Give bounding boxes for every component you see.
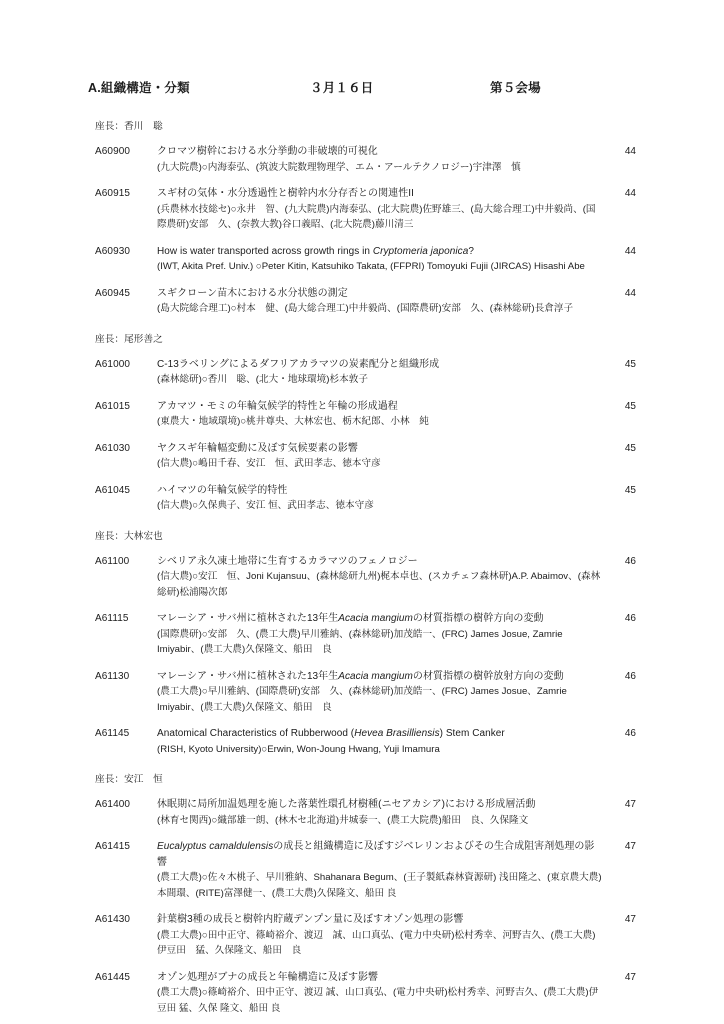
entry-title — [157, 441, 602, 457]
entry-page-number: 44 — [624, 287, 636, 299]
entry-body — [157, 970, 602, 1017]
entry-authors: (農工大農)○早川雅納、(国際農研)安部 久、(森林総研)加茂皓一、(FRC) James Josue、Zamrie Imiyabir、(農工大農)久保隆文、船田 良 — [157, 686, 570, 713]
entry-authors: (林育セ関西)○織部雄一朗、(林木セ北海道)井城泰一、(農工大院農)船田 良、久保隆文 — [157, 814, 529, 826]
presentation-entry — [95, 483, 636, 514]
presentation-entry — [95, 970, 636, 1017]
presentation-entry — [95, 839, 636, 901]
chairperson-line: 座長：大林宏也 — [95, 530, 163, 542]
entry-page-number: 45 — [624, 400, 636, 412]
header-date: ３月１６日 — [310, 81, 374, 95]
entry-page-number: 46 — [624, 555, 636, 567]
chairperson-line: 座長：安江 恒 — [95, 774, 163, 785]
entry-code: A61045 — [95, 484, 131, 496]
entry-body — [157, 357, 602, 388]
entry-title-pre: How is water transported across growth rings in — [157, 245, 373, 257]
chairperson-line: 座長：香川 聡 — [95, 121, 163, 132]
entry-authors: (兵農林水技総セ)○永井 智、(九大院農)内海泰弘、(北大院農)佐野雄三、(島大総合理工)中井毅尚、(国際農研)安部 久、(奈教大教)谷口義昭、(北大院農)藤川清三 — [157, 203, 596, 230]
entry-authors: (九大院農)○内海泰弘、(筑波大院数理物理学、エム・アールテクノロジー)宇津澤 慎 — [157, 161, 521, 173]
entry-authors: (信大農)○久保典子、安江 恒、武田孝志、徳本守彦 — [157, 500, 374, 511]
entry-title-species: Hevea Brasilliensis — [354, 728, 440, 739]
entry-body — [157, 244, 602, 275]
entry-title-pre: Anatomical Characteristics of Rubberwood ( — [157, 728, 355, 739]
entry-body — [157, 797, 602, 828]
presentation-entry — [95, 726, 636, 757]
entry-title-pre: オゾン処理がブナの成長と年輪構造に及ぼす影響 — [157, 971, 379, 983]
header-venue: 第５会場 — [490, 81, 541, 95]
entry-body — [157, 554, 602, 601]
entry-title-pre: 針葉樹3種の成長と樹幹内貯蔵デンプン量に及ぼすオゾン処理の影響 — [157, 914, 464, 925]
entry-title-pre: マレーシア・サバ州に植林された13年生 — [157, 670, 339, 682]
presentation-entry — [95, 244, 636, 275]
entry-title-pre: C-13ラベリングによるダフリアカラマツの炭素配分と組織形成 — [157, 358, 440, 370]
page-header — [88, 78, 636, 96]
entry-title-pre: ヤクスギ年輪幅変動に及ぼす気候要素の影響 — [157, 442, 358, 454]
entry-code: A61030 — [95, 442, 131, 454]
entry-title-pre: クロマツ樹幹における水分挙動の非破壊的可視化 — [157, 146, 378, 157]
entry-title-pre: マレーシア・サバ州に植林された13年生 — [157, 613, 339, 624]
entry-title — [157, 483, 602, 499]
entry-title — [157, 912, 602, 928]
session-block — [88, 771, 636, 1016]
entry-body — [157, 839, 602, 901]
entry-title — [157, 839, 602, 870]
entry-code: A61115 — [95, 613, 129, 624]
entry-authors: (IWT, Akita Pref. Univ.) ○Peter Kitin, Katsuhiko Takata, (FFPRI) Tomoyuki Fujii (JIRCAS) Hisashi Abe — [157, 261, 585, 272]
entry-page-number: 47 — [624, 971, 636, 983]
entry-code: A61445 — [95, 971, 131, 983]
program-content — [88, 78, 636, 1024]
presentation-entry — [95, 554, 636, 601]
entry-title-post: ) Stem Canker — [439, 728, 505, 739]
entry-title — [157, 726, 602, 742]
entry-title — [157, 970, 602, 986]
entry-page-number: 44 — [624, 245, 636, 257]
entry-title — [157, 186, 602, 202]
entry-title — [157, 399, 602, 415]
entry-code: A61130 — [95, 670, 130, 682]
header-session-category: A.組織構造・分類 — [88, 81, 190, 95]
entry-code: A61000 — [95, 358, 131, 370]
entry-page-number: 45 — [624, 484, 636, 496]
entry-body — [157, 144, 602, 175]
entry-page-number: 44 — [624, 188, 636, 199]
entry-title-species: Cryptomeria japonica — [372, 245, 469, 257]
entry-page-number: 46 — [624, 613, 636, 624]
entry-body — [157, 726, 602, 757]
entry-body — [157, 441, 602, 472]
presentation-entry — [95, 441, 636, 472]
entry-code: A61430 — [95, 914, 131, 925]
entry-code: A61100 — [95, 555, 130, 567]
entry-authors: (農工大農)○田中正守、篠崎裕介、渡辺 誠、山口真弘、(電力中央研)松村秀幸、河野吉久、(農工大農)伊豆田 猛、久保隆文、船田 良 — [157, 929, 596, 956]
entry-authors: (信大農)○嶋田千春、安江 恒、武田孝志、徳本守彦 — [157, 458, 381, 469]
entry-page-number: 47 — [624, 841, 636, 852]
entry-page-number: 44 — [624, 146, 636, 157]
entry-page-number: 47 — [624, 914, 636, 925]
entry-title-pre: アカマツ・モミの年輪気候学的特性と年輪の形成過程 — [157, 400, 398, 412]
entry-title — [157, 797, 602, 813]
entry-title-pre: シベリア永久凍土地帯に生育するカラマツのフェノロジー — [157, 555, 418, 567]
entry-authors: (森林総研)○香川 聡、(北大・地球環境)杉本敦子 — [157, 374, 368, 385]
session-block — [88, 331, 636, 514]
presentation-entry — [95, 797, 636, 828]
entry-authors: (島大院総合理工)○村本 健、(島大総合理工)中井毅尚、(国際農研)安部 久、(森林総研)長倉淳子 — [157, 303, 574, 314]
entry-code: A60915 — [95, 188, 131, 199]
entry-body — [157, 483, 602, 514]
entry-title — [157, 669, 602, 685]
entry-body — [157, 912, 602, 959]
entry-page-number: 46 — [624, 728, 636, 739]
entry-body — [157, 611, 602, 658]
entry-page-number: 46 — [624, 670, 636, 682]
entry-authors: (農工大農)○佐々木桃子、早川雅納、Shahanara Begum、(王子製紙森林資源研) 浅田隆之、(東京農大農)本間環、(RITE)富澤健一、(農工大農)久保隆文、船田 良 — [157, 872, 602, 899]
entry-code: A61015 — [95, 400, 131, 412]
entry-title-post: の成長と組織構造に及ぼすジベレリンおよびその生合成阻害剤処理の影響 — [157, 841, 595, 868]
entry-title-post: の材質指標の樹幹放射方向の変動 — [412, 670, 564, 682]
entry-authors: (農工大農)○篠崎裕介、田中正守、渡辺 誠、山口真弘、(電力中央研)松村秀幸、河野吉久、(農工大農)伊豆田 猛、久保 隆文、船田 良 — [157, 987, 599, 1014]
entry-page-number: 45 — [624, 442, 636, 454]
session-block — [88, 528, 636, 758]
entry-title-pre: スギクローン苗木における水分状態の測定 — [157, 287, 348, 299]
entry-title-species: Eucalyptus camaldulensis — [157, 841, 274, 852]
entry-title-pre: スギ材の気体・水分透過性と樹幹内水分存否との関連性II — [157, 188, 414, 199]
entry-title-species: Acacia mangium — [338, 613, 413, 624]
entry-code: A60945 — [95, 287, 131, 299]
entry-title — [157, 144, 602, 160]
entry-title — [157, 611, 602, 627]
entry-title — [157, 554, 602, 570]
entry-body — [157, 669, 602, 716]
entry-code: A61400 — [95, 799, 131, 810]
presentation-entry — [95, 399, 636, 430]
entry-authors: (国際農研)○安部 久、(農工大農)早川雅納、(森林総研)加茂皓一、(FRC) James Josue, Zamrie Imiyabir、(農工大農)久保隆文、船田 良 — [157, 628, 566, 655]
entry-list — [88, 797, 636, 1016]
entry-title-pre: 休眠期に局所加温処理を施した落葉性環孔材樹種(ニセアカシア)における形成層活動 — [157, 799, 536, 810]
presentation-entry — [95, 669, 636, 716]
entry-page-number: 47 — [624, 799, 636, 810]
entry-code: A61145 — [95, 728, 130, 739]
entry-authors: (東農大・地域環境)○桃井尊央、大林宏也、栃木紀郎、小林 純 — [157, 416, 429, 427]
entry-code: A61415 — [95, 841, 131, 852]
entry-list — [88, 144, 636, 317]
entry-page-number: 45 — [624, 358, 636, 370]
entry-list — [88, 554, 636, 758]
entry-body — [157, 286, 602, 317]
entry-code: A60930 — [95, 245, 131, 257]
entry-body — [157, 399, 602, 430]
entry-title-species: Acacia mangium — [338, 670, 413, 682]
entry-title-post: ? — [468, 245, 474, 257]
entry-title-post: の材質指標の樹幹方向の変動 — [412, 613, 544, 624]
entry-code: A60900 — [95, 146, 131, 157]
presentation-entry — [95, 186, 636, 233]
session-list — [88, 118, 636, 1016]
presentation-entry — [95, 357, 636, 388]
session-block — [88, 118, 636, 317]
presentation-entry — [95, 144, 636, 175]
presentation-entry — [95, 611, 636, 658]
entry-authors: (RISH, Kyoto University)○Erwin, Won-Joung Hwang, Yuji Imamura — [157, 743, 440, 755]
chairperson-line: 座長：尾形善之 — [95, 333, 163, 345]
presentation-entry — [95, 286, 636, 317]
entry-title — [157, 244, 602, 260]
entry-list — [88, 357, 636, 514]
entry-authors: (信大農)○安江 恒、Joni Kujansuu、(森林総研九州)梶本卓也、(スカチェフ森林研)A.P. Abaimov、(森林総研)松浦陽次郎 — [157, 571, 601, 598]
presentation-entry — [95, 912, 636, 959]
entry-title-pre: ハイマツの年輪気候学的特性 — [157, 484, 288, 496]
entry-body — [157, 186, 602, 233]
entry-title — [157, 286, 602, 302]
entry-title — [157, 357, 602, 373]
